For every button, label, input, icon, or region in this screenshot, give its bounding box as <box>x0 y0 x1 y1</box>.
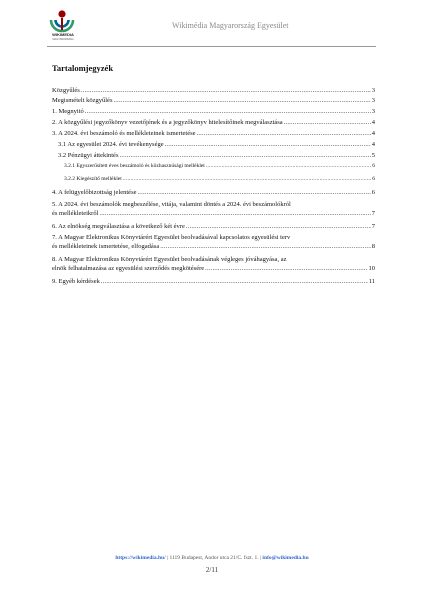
toc-entry-page: 3 <box>371 87 375 94</box>
wikimedia-logo-icon <box>47 9 77 49</box>
toc-entry[interactable] <box>52 277 375 286</box>
toc-entry[interactable] <box>58 140 375 149</box>
toc-entry-text-cont: és mellékleteinek ismertetése, elfogadása <box>52 243 160 250</box>
toc-entry-page: 3 <box>371 108 375 115</box>
toc-entry[interactable] <box>52 255 375 273</box>
toc-entry-text: 5. A 2024. évi beszámolók megbeszélése, vitája, valamint döntés a 2024. évi beszámolókról <box>52 201 291 208</box>
toc-entry[interactable] <box>52 188 375 197</box>
toc-entry[interactable] <box>52 107 375 116</box>
toc-entry-page: 8 <box>371 243 375 250</box>
toc-entry-page: 4 <box>371 119 375 126</box>
toc-entry[interactable] <box>52 86 375 95</box>
toc-entry[interactable] <box>52 96 375 105</box>
toc-entry-text: 1. Megnyitó <box>52 108 84 115</box>
toc-entry[interactable] <box>52 222 375 231</box>
toc-entry-page: 6 <box>372 176 375 182</box>
toc-entry-text-cont: és mellékleteikről <box>52 210 99 217</box>
toc-entry-text: 9. Egyéb kérdések <box>52 278 100 285</box>
toc-entry[interactable] <box>52 233 375 251</box>
toc-entry-text: 3.2.1 Egyszerűsített éves beszámoló és közhasznúsági melléklet <box>64 163 205 169</box>
toc-entry-page: 10 <box>368 265 375 272</box>
organization-name: Wikimédia Magyarország Egyesület <box>172 21 289 30</box>
toc-entry[interactable] <box>64 162 375 171</box>
toc-entry-text: Megismételt közgyűlés <box>52 97 113 104</box>
toc-entry-text: 4. A felügyelőbizottság jelentése <box>52 189 137 196</box>
toc-entry-page: 6 <box>371 189 375 196</box>
logo-wordmark: WIKIMEDIA <box>52 32 74 37</box>
website-link[interactable]: https://wikimedia.hu/ <box>115 555 166 561</box>
toc-entry[interactable] <box>58 151 375 160</box>
toc-entry-page: 6 <box>372 163 375 169</box>
toc-entry-page: 11 <box>368 278 375 285</box>
toc-entry-text: 7. A Magyar Elektronikus Könyvtárért Egyesület beolvadásával kapcsolatos egyesülési terv <box>52 234 291 241</box>
toc-title: Tartalomjegyzék <box>52 63 114 73</box>
toc-entry-text: 2. A közgyűlési jegyzőkönyv vezetőjének és a jegyzőkönyv hitelesítőinek megválasztása <box>52 119 283 126</box>
toc-entry[interactable] <box>52 129 375 138</box>
page-number: 2/11 <box>205 566 219 574</box>
toc-entry-page: 7 <box>371 223 375 230</box>
page-header <box>0 0 424 56</box>
email-link[interactable]: info@wikimedia.hu <box>262 555 309 561</box>
toc-entry-text: 6. Az elnökség megválasztása a következő két évre <box>52 223 185 230</box>
toc-entry-text: Közgyűlés <box>52 87 80 94</box>
toc-entry-text: 3.1 Az egyesület 2024. évi tevékenysége <box>58 141 164 148</box>
toc-entry[interactable] <box>52 118 375 127</box>
toc-entry-text: 3.2.2 Kiegészítő melléklet <box>64 176 122 182</box>
toc-entry[interactable] <box>64 175 375 184</box>
header-divider <box>47 46 376 47</box>
toc-entry-text: 3. A 2024. évi beszámoló és mellékleteinek ismertetése <box>52 130 196 137</box>
toc-entry-page: 3 <box>371 97 375 104</box>
toc-entry-text: 3.2 Pénzügyi áttekintés <box>58 152 119 159</box>
toc-entry-text: 8. A Magyar Elektronikus Könyvtárért Egyesület beolvadásának végleges jóváhagyása, az <box>52 256 287 263</box>
toc-entry-text-cont: elnök felhatalmazása az egyesülési szerződés megkötésére <box>52 265 205 272</box>
logo-subtext: MAGYARORSZÁG <box>52 38 74 41</box>
toc-entry-page: 4 <box>371 141 375 148</box>
page-footer <box>0 555 424 561</box>
toc-entry-page: 4 <box>371 130 375 137</box>
toc-entry[interactable] <box>52 200 375 218</box>
toc-entry-page: 5 <box>371 152 375 159</box>
toc-entry-page: 7 <box>371 210 375 217</box>
footer-address: | 1119 Budapest, Andor utca 21/C. fszt. 1. | <box>165 555 263 561</box>
